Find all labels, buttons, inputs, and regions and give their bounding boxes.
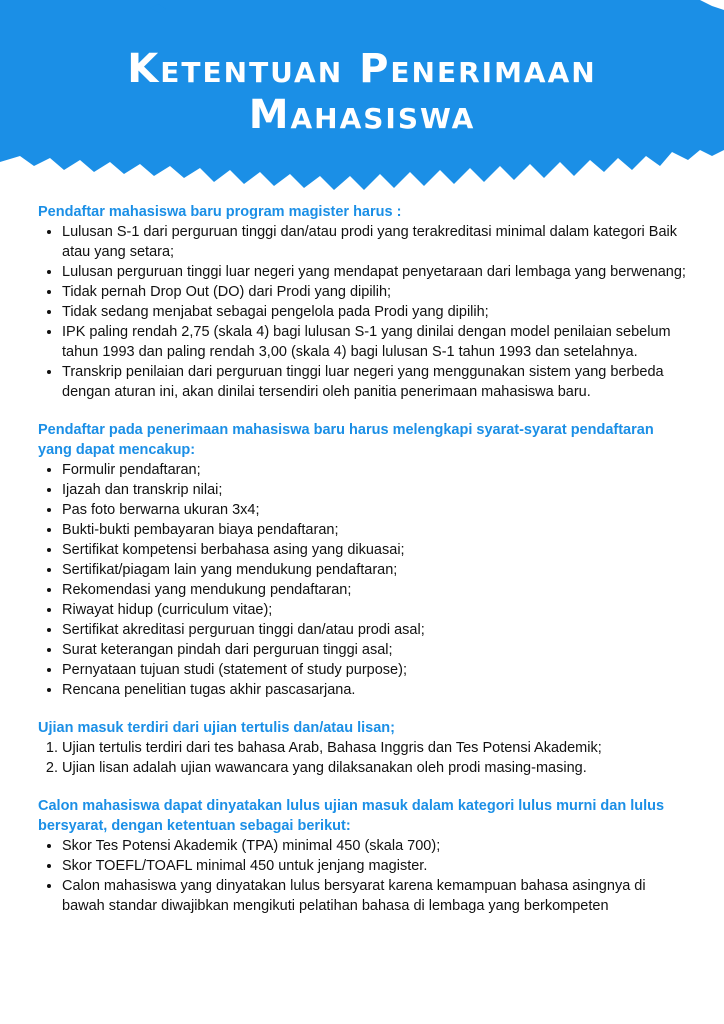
section-entrance-exam bbox=[38, 718, 690, 778]
section-documents bbox=[38, 420, 690, 700]
list-item: • Rencana penelitian tugas akhir pascasarjana. bbox=[62, 680, 690, 700]
bullet-list bbox=[38, 836, 690, 916]
list-item: • Pas foto berwarna ukuran 3x4; bbox=[62, 500, 690, 520]
list-item: • Formulir pendaftaran; bbox=[62, 460, 690, 480]
list-item: • Lulusan perguruan tinggi luar negeri yang mendapat penyetaraan dari lembaga yang berwenang; bbox=[62, 262, 690, 282]
list-item: • IPK paling rendah 2,75 (skala 4) bagi lulusan S-1 yang dinilai dengan model penilaian sebelum tahun 1993 dan paling rendah 3,00 (skala 4) bagi lulusan S-1 tahun 1993 dan setelahnya. bbox=[62, 322, 690, 362]
page-title bbox=[0, 46, 724, 138]
section-heading: Pendaftar mahasiswa baru program magister harus : bbox=[38, 204, 402, 220]
list-item: • Rekomendasi yang mendukung pendaftaran; bbox=[62, 580, 690, 600]
numbered-list bbox=[38, 738, 690, 778]
list-item: • Transkrip penilaian dari perguruan tinggi luar negeri yang menggunakan sistem yang berbeda dengan aturan ini, akan dinilai tersendiri oleh panitia penerimaan mahasiswa baru. bbox=[62, 362, 690, 402]
bullet-list bbox=[38, 460, 690, 700]
page-title-line-2: Mahasiswa bbox=[248, 92, 476, 138]
list-item: • Pernyataan tujuan studi (statement of study purpose); bbox=[62, 660, 690, 680]
list-item: • Tidak pernah Drop Out (DO) dari Prodi yang dipilih; bbox=[62, 282, 690, 302]
list-item: • Sertifikat akreditasi perguruan tinggi dan/atau prodi asal; bbox=[62, 620, 690, 640]
list-item: • Surat keterangan pindah dari perguruan tinggi asal; bbox=[62, 640, 690, 660]
list-item: • Skor TOEFL/TOAFL minimal 450 untuk jenjang magister. bbox=[62, 856, 690, 876]
section-heading: Pendaftar pada penerimaan mahasiswa baru harus melengkapi syarat-syarat pendaftaran yang dapat mencakup: bbox=[38, 422, 654, 458]
page-title-line-1: Ketentuan Penerimaan bbox=[127, 46, 597, 92]
list-item: • Skor Tes Potensi Akademik (TPA) minimal 450 (skala 700); bbox=[62, 836, 690, 856]
list-item: • Riwayat hidup (curriculum vitae); bbox=[62, 600, 690, 620]
list-item: • Sertifikat/piagam lain yang mendukung pendaftaran; bbox=[62, 560, 690, 580]
list-item: • Bukti-bukti pembayaran biaya pendaftaran; bbox=[62, 520, 690, 540]
document-body bbox=[38, 202, 690, 934]
list-item: • Tidak sedang menjabat sebagai pengelola pada Prodi yang dipilih; bbox=[62, 302, 690, 322]
list-item: 1. Ujian tertulis terdiri dari tes bahasa Arab, Bahasa Inggris dan Tes Potensi Akademik; bbox=[62, 738, 690, 758]
list-item: • Sertifikat kompetensi berbahasa asing yang dikuasai; bbox=[62, 540, 690, 560]
section-heading: Ujian masuk terdiri dari ujian tertulis dan/atau lisan; bbox=[38, 720, 395, 736]
section-requirements bbox=[38, 202, 690, 402]
section-heading: Calon mahasiswa dapat dinyatakan lulus ujian masuk dalam kategori lulus murni dan lulus bersyarat, dengan ketentuan sebagai berikut: bbox=[38, 798, 665, 834]
list-item: • Ijazah dan transkrip nilai; bbox=[62, 480, 690, 500]
list-item: • Lulusan S-1 dari perguruan tinggi dan/atau prodi yang terakreditasi minimal dalam kategori Baik atau yang setara; bbox=[62, 222, 690, 262]
bullet-list bbox=[38, 222, 690, 402]
list-item: • Calon mahasiswa yang dinyatakan lulus bersyarat karena kemampuan bahasa asingnya di bawah standar diwajibkan mengikuti pelatihan bahasa di lembaga yang berkompeten bbox=[62, 876, 690, 916]
list-item: 2. Ujian lisan adalah ujian wawancara yang dilaksanakan oleh prodi masing-masing. bbox=[62, 758, 690, 778]
section-pass-criteria bbox=[38, 796, 690, 916]
